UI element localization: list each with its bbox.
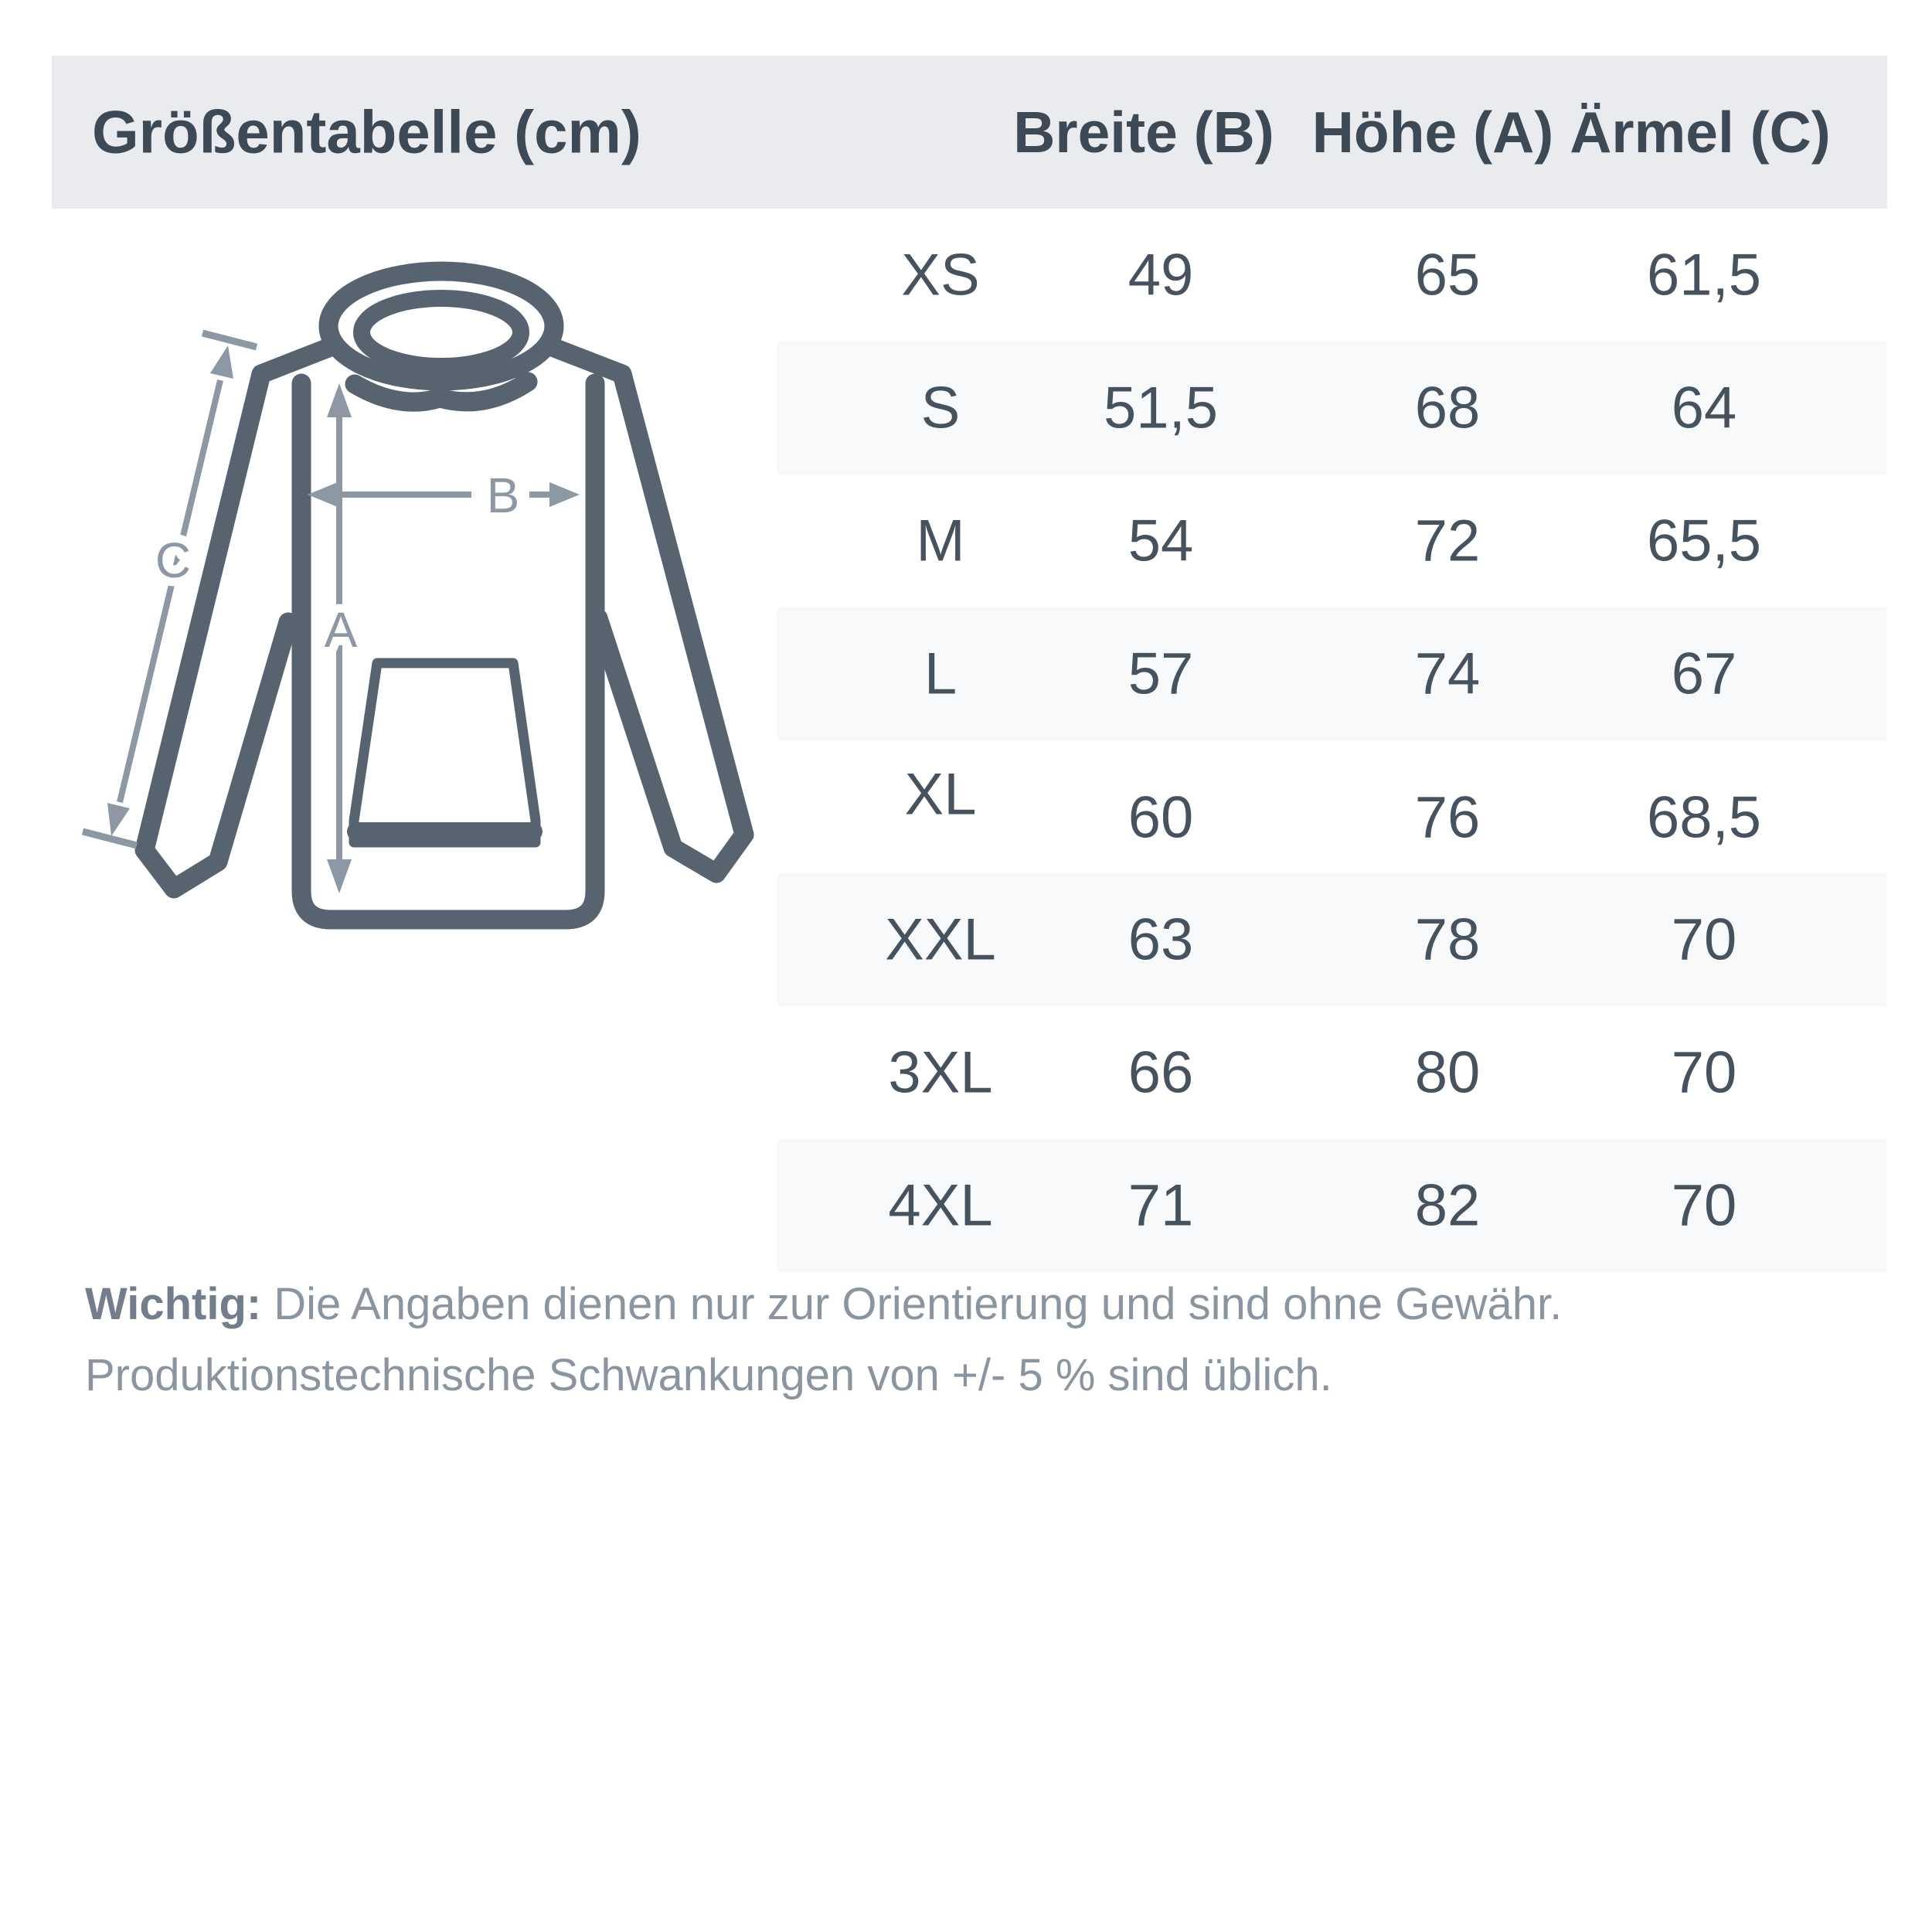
arrow-b-head-right [549,482,580,507]
cell-size: 3XL [888,1039,993,1106]
cell-breite: 71 [1128,1172,1194,1239]
table-row-m [777,474,1887,607]
arrow-c-head-top [210,345,233,379]
cell-size: 4XL [888,1172,993,1239]
cell-size: XXL [885,906,996,973]
cell-size: L [923,641,957,707]
cell-hoehe: 74 [1414,641,1481,707]
cell-aermel: 65,5 [1647,508,1761,574]
cell-hoehe: 80 [1414,1039,1481,1106]
cell-aermel: 70 [1671,906,1737,973]
cell-aermel: 70 [1671,1172,1737,1239]
table-row-l [777,607,1887,740]
cell-hoehe: 72 [1414,508,1481,574]
table-row-4xl [777,1139,1887,1272]
disclaimer-line2: Produktionstechnische Schwankungen von +/- 5 % sind üblich. [85,1350,1332,1400]
cell-size: M [916,508,965,574]
kangaroo-pocket [354,663,536,842]
cell-breite: 51,5 [1104,375,1218,441]
cell-aermel: 64 [1671,375,1737,441]
table-row-xl [777,740,1887,873]
disclaimer-label: Wichtig: [85,1279,262,1329]
cell-aermel: 67 [1671,641,1737,707]
label-a: A [324,602,358,658]
cell-breite: 54 [1128,508,1194,574]
cell-hoehe: 65 [1414,242,1481,308]
disclaimer-line1: Die Angaben dienen nur zur Orientierung und sind ohne Gewähr. [274,1279,1563,1329]
table-row-s [777,342,1887,474]
cell-aermel: 61,5 [1647,242,1761,308]
size-table-rows [777,209,1887,1272]
cell-breite: 60 [1128,784,1194,851]
column-header-hoehe: Höhe (A) [1311,100,1554,165]
label-c: C [155,532,192,588]
arrow-a-head-down [327,859,352,893]
cell-size: XS [901,242,980,308]
hood-inner-ring [362,298,521,366]
cell-hoehe: 78 [1414,906,1481,973]
arrow-c-cap-top [202,333,257,347]
cell-breite: 49 [1128,242,1194,308]
table-row-xxl [777,873,1887,1006]
cell-size: XL [904,761,977,828]
cell-aermel: 68,5 [1647,784,1761,851]
cell-breite: 66 [1128,1039,1194,1106]
cell-hoehe: 76 [1414,784,1481,851]
table-header-bar [52,56,1887,209]
cell-hoehe: 68 [1414,375,1481,441]
arrow-b-head-left [308,482,338,507]
cell-aermel: 70 [1671,1039,1737,1106]
cell-hoehe: 82 [1414,1172,1481,1239]
arrow-c-cap-bottom [83,832,137,845]
hoodie-outline [145,271,744,920]
label-b: B [486,468,520,523]
right-sleeve [554,348,744,873]
page-title: Größentabelle (cm) [92,97,641,166]
column-header-breite: Breite (B) [1013,100,1274,165]
cell-breite: 57 [1128,641,1194,707]
disclaimer-note [85,1269,1839,1411]
cell-breite: 63 [1128,906,1194,973]
column-header-aermel: Ärmel (C) [1570,100,1831,165]
arrow-c-head-bottom [107,803,130,836]
hoodie-diagram [81,232,769,958]
table-row-3xl [777,1006,1887,1139]
cell-size: S [920,375,961,441]
table-row-xs [777,209,1887,342]
